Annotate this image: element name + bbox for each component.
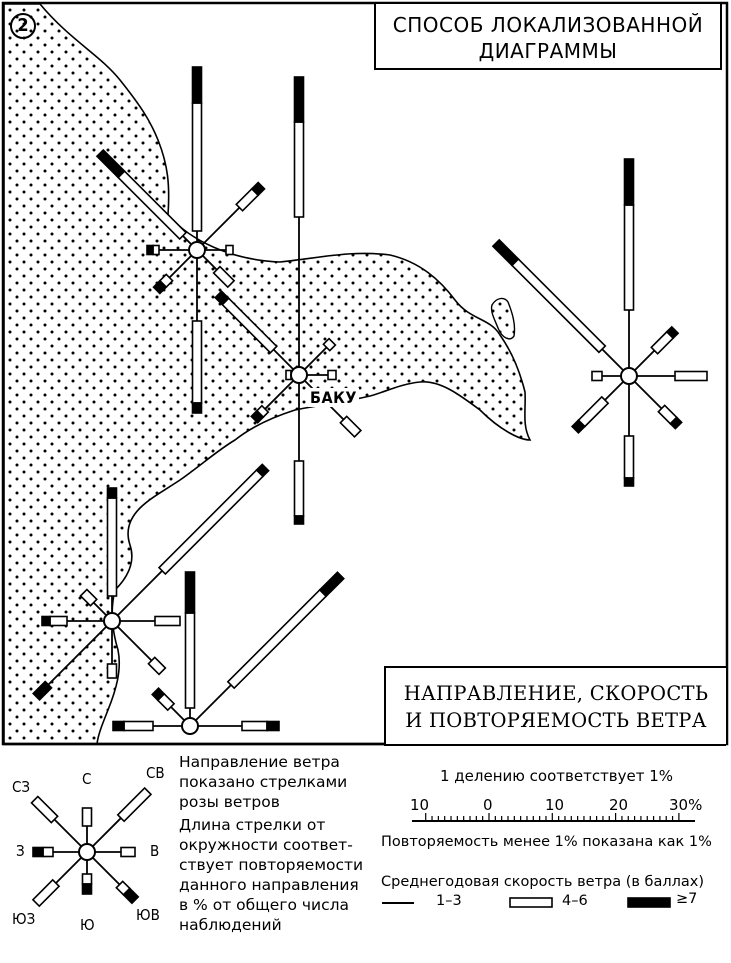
wind-arrow-s (83, 860, 92, 894)
legend-explanation (179, 752, 363, 935)
scale-tick-label: 20 (609, 796, 629, 814)
rose-center-circle (79, 844, 95, 860)
scale-tick-label: 10 (410, 796, 430, 814)
speed-legend-black-bar (628, 898, 670, 907)
wind-arrow-n (193, 67, 202, 242)
explanation-line: Направление ветра (179, 753, 340, 771)
legend-title-line-2: И ПОВТОРЯЕМОСТЬ ВЕТРА (405, 709, 707, 732)
arrow-thin-part (196, 685, 231, 720)
scale-tick-label: 30% (669, 796, 703, 814)
speed-class-1-label: 1–3 (436, 893, 462, 909)
speed-class-3-label: ≥7 (676, 891, 698, 907)
wind-arrow-sw (572, 382, 623, 433)
arrow-thin-part (56, 858, 81, 883)
scale-tick-label: 0 (483, 796, 493, 814)
arrow-black-part (108, 488, 117, 498)
compass-label-e: В (150, 842, 160, 860)
explanation-line: наблюдений (179, 916, 282, 934)
arrow-white-part (625, 436, 634, 478)
rose-center-circle (104, 613, 120, 629)
arrow-thin-part (203, 208, 240, 245)
legend-title-box (384, 666, 726, 746)
arrow-black-part (42, 617, 50, 626)
wind-arrow-e (637, 372, 707, 381)
arrow-thin-part (93, 858, 120, 885)
speed-legend-symbols (382, 898, 670, 907)
map-number-badge: 2 (10, 13, 36, 39)
arrow-white-part (625, 205, 634, 310)
arrow-black-part (33, 848, 43, 857)
rose-south (113, 572, 344, 734)
wind-arrow-w (592, 372, 621, 381)
arrow-black-part (295, 516, 304, 524)
wind-arrow-nw (493, 240, 623, 370)
arrow-thin-part (635, 351, 655, 371)
wind-arrow-se (93, 858, 139, 904)
compass-label-nw: СЗ (12, 778, 31, 796)
compass-label-n: С (82, 770, 92, 788)
wind-arrow-s (625, 384, 634, 486)
arrow-white-part (193, 321, 202, 403)
speed-legend-title: Среднегодовая скорость ветра (в баллах) (381, 874, 704, 890)
wind-arrow-ne (203, 182, 265, 244)
explanation-line: Длина стрелки от (179, 816, 326, 834)
speed-legend-white-bar (510, 898, 552, 907)
arrow-white-part (33, 880, 59, 906)
explanation-line: данного направления (179, 876, 359, 894)
wind-arrow-n (186, 572, 195, 718)
city-label-baku: БАКУ (310, 388, 357, 407)
arrow-white-part (121, 848, 135, 857)
wind-arrow-se (635, 382, 682, 429)
scale-caption: 1 делению соответствует 1% (440, 767, 674, 785)
arrow-white-part (186, 613, 195, 708)
arrow-white-part (295, 461, 304, 516)
explanation-line: в % от общего числа (179, 896, 350, 914)
wind-arrow-n (83, 808, 92, 844)
arrow-white-part (675, 372, 707, 381)
wind-arrow-e (120, 617, 180, 626)
arrow-white-part (43, 848, 53, 857)
wind-arrow-sw (33, 858, 81, 906)
rose-center-circle (291, 367, 307, 383)
arrow-black-part (113, 722, 124, 731)
arrow-black-part (295, 77, 304, 122)
title-line-2: ДИАГРАММЫ (478, 39, 618, 63)
arrow-black-part (193, 67, 202, 103)
wind-arrow-e (95, 848, 135, 857)
arrow-black-part (625, 159, 634, 205)
wind-arrow-n (108, 488, 117, 613)
compass-label-w: З (16, 842, 25, 860)
arrow-white-part (340, 416, 361, 437)
arrow-black-part (625, 478, 634, 486)
wind-arrow-nw (152, 688, 184, 720)
explanation-line: показано стрелками (179, 773, 348, 791)
arrow-white-part (512, 259, 605, 352)
wind-arrow-ne (93, 788, 151, 846)
arrow-white-part (155, 617, 180, 626)
arrow-white-part (83, 808, 92, 826)
wind-arrow-e (198, 722, 279, 731)
arrow-white-part (578, 397, 608, 427)
explanation-line: ствует повторяемости (179, 856, 364, 874)
scale-tick-label: 10 (545, 796, 565, 814)
arrow-white-part (31, 796, 57, 822)
arrow-white-part (124, 722, 153, 731)
compass-label-s: Ю (80, 916, 95, 934)
arrow-white-part (108, 498, 117, 596)
arrow-white-part (50, 617, 67, 626)
arrow-black-part (193, 403, 202, 413)
compass-label-sw: ЮЗ (12, 910, 36, 928)
arrow-white-part (153, 246, 159, 255)
arrow-thin-part (93, 818, 121, 846)
arrow-thin-part (54, 819, 81, 846)
wind-arrow-n (625, 159, 634, 368)
title-line-1: СПОСОБ ЛОКАЛИЗОВАННОЙ (392, 13, 704, 37)
arrow-black-part (320, 572, 344, 596)
explanation-line: окружности соответ- (179, 836, 353, 854)
arrow-white-part (592, 372, 602, 381)
arrow-black-part (493, 240, 518, 265)
arrow-white-part (226, 246, 233, 255)
wind-arrow-se (118, 627, 166, 675)
arrow-black-part (186, 572, 195, 613)
wind-arrow-ne (196, 572, 344, 720)
wind-arrow-w (33, 848, 79, 857)
wind-arrow-ne (635, 327, 678, 370)
arrow-white-part (83, 874, 92, 884)
scale-bar (412, 813, 695, 821)
arrow-white-part (193, 103, 202, 231)
arrow-white-part (159, 470, 263, 574)
compass-label-ne: СВ (146, 764, 165, 782)
arrow-white-part (228, 590, 326, 688)
rose-center-circle (182, 718, 198, 734)
wind-arrow-nw (31, 796, 81, 846)
arrow-white-part (295, 122, 304, 217)
explanation-line: розы ветров (179, 793, 280, 811)
speed-class-2-label: 4–6 (562, 893, 588, 909)
land-area (4, 4, 530, 744)
compass-label-se: ЮВ (136, 906, 160, 924)
arrow-white-part (108, 664, 117, 678)
arrow-white-part (118, 788, 151, 821)
title-box (374, 2, 722, 70)
legend-title-line-1: НАПРАВЛЕНИЕ, СКОРОСТЬ (403, 682, 709, 705)
arrow-thin-part (118, 627, 152, 661)
arrow-white-part (242, 722, 267, 731)
wind-arrow-w (113, 722, 182, 731)
rose-legend (31, 788, 151, 906)
arrow-black-part (267, 722, 279, 731)
arrow-thin-part (605, 382, 623, 400)
rose-center-circle (621, 368, 637, 384)
arrow-black-part (83, 884, 92, 894)
arrow-thin-part (635, 382, 662, 409)
arrow-thin-part (602, 349, 623, 370)
arrow-white-part (328, 371, 336, 380)
arrow-black-part (147, 246, 153, 255)
scale-note: Повторяемость менее 1% показана как 1% (381, 834, 712, 850)
rose-center-circle (189, 242, 205, 258)
arrow-thin-part (171, 707, 184, 720)
